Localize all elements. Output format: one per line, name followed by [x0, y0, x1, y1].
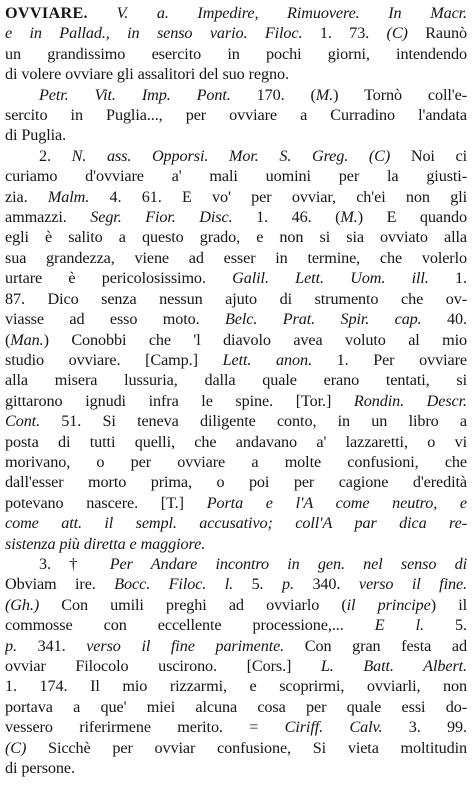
italic-text: Malm. [47, 187, 90, 206]
italic-text: E l. [374, 616, 424, 635]
roman-text: Raunò [407, 24, 467, 43]
italic-text: Segr. Fior. Disc. [90, 208, 233, 227]
roman-text: ammazzi. [5, 208, 91, 227]
roman-text: viasse ad esso moto. [5, 310, 225, 329]
roman-text: urtare è pericolosissimo. [5, 269, 233, 288]
italic-text: Ciriff. Calv. [284, 718, 383, 737]
text-line [5, 738, 467, 758]
roman-text: 5. [233, 575, 282, 594]
text-line [5, 717, 467, 737]
text-line [5, 472, 467, 492]
roman-text: 4. 61. E vo' per ovviar, ch'ei non gli [89, 187, 467, 206]
roman-text: 1. 46. ( [232, 208, 341, 227]
text-line [5, 370, 467, 390]
text-line [5, 534, 467, 554]
roman-text: egli è salito a questo grado, e non si sia ovviato alla [5, 228, 467, 247]
text-line [5, 227, 467, 247]
text-line [5, 309, 467, 329]
italic-text: p. [5, 636, 17, 655]
italic-text: N. ass. Opporsi. Mor. S. Greg. (C) [71, 146, 391, 165]
roman-text: Con gran festa ad [284, 636, 467, 655]
italic-text: Petr. Vit. Imp. Pont. [39, 85, 231, 104]
roman-text: posta di tutti quelli, che andavano a' lazzaretti, o vi [5, 432, 467, 451]
text-line [5, 85, 467, 105]
text-line [5, 248, 467, 268]
roman-text: commosse con eccellente processione,... [5, 616, 375, 635]
text-line [5, 411, 467, 431]
italic-text: Man. [10, 330, 44, 349]
text-line [5, 493, 467, 513]
text-line [5, 513, 467, 533]
roman-text: 340. [293, 575, 359, 594]
text-line [5, 268, 467, 288]
text-line [5, 595, 467, 615]
text-line [5, 391, 467, 411]
italic-text: sistenza più diretta e maggiore. [5, 534, 206, 553]
roman-text: ovviar Filocolo uscirono. [Cors.] [5, 657, 321, 675]
roman-text: potevano nascere. [T.] [5, 493, 207, 512]
text-line [5, 64, 467, 84]
text-line [5, 676, 467, 696]
italic-text: il principe [346, 595, 431, 614]
roman-text: Sicchè per ovviar confusione, Si vieta moltitudin [26, 738, 467, 757]
italic-text: Cont. [5, 412, 41, 431]
roman-text [88, 4, 117, 22]
text-line [5, 146, 467, 166]
roman-text: di Puglia. [5, 126, 67, 145]
italic-text: p. [282, 575, 294, 594]
roman-text: di persone. [5, 759, 75, 778]
italic-text: verso il fine parimente. [86, 636, 285, 655]
text-line [5, 125, 467, 145]
text-line [5, 432, 467, 452]
italic-text: M. [340, 208, 358, 227]
roman-text: 87. Dico senza nessun ajuto di strumento che ov- [5, 289, 467, 308]
italic-text: (C) [386, 24, 408, 43]
roman-text: vessero riferirmene merito. = [5, 718, 285, 737]
italic-text: verso il fine. [358, 575, 467, 594]
italic-text: Per Andare incontro in gen. nel senso di [109, 554, 467, 573]
roman-text: ) Conobbi che 'l diavolo avea voluto al mio [43, 330, 467, 349]
roman-text: di volere ovviare gli assalitori del suo regno. [5, 65, 289, 84]
roman-text: 2. [39, 146, 72, 165]
roman-text: 1. 174. Il mio rizzarmi, e scoprirmi, ovviarli, non [5, 677, 467, 696]
headword: OVVIARE. [5, 4, 88, 22]
text-line [5, 187, 467, 207]
italic-text: M. [315, 85, 334, 104]
italic-text: Rondin. Descr. [353, 391, 467, 410]
text-line [5, 44, 467, 64]
roman-text: morivano, o per ovviare a molte confusioni, che [5, 452, 467, 471]
text-line [5, 452, 467, 472]
text-line [5, 554, 467, 574]
roman-text: ( [5, 330, 11, 349]
italic-text: Galil. Lett. Uom. ill. [232, 269, 429, 288]
italic-text: Belc. Prat. Spir. cap. [225, 310, 422, 329]
roman-text: Con umili preghi ad ovviarlo ( [39, 595, 347, 614]
italic-text: e in Pallad., in senso vario. Filoc. [5, 24, 303, 43]
roman-text: sercito in Puglia..., per ovviare a Curradino l'andata [5, 106, 467, 125]
roman-text: sua grandezza, viene ad esser in termine, che volerlo [5, 248, 467, 267]
text-line [5, 758, 467, 778]
roman-text: 1. [428, 269, 467, 288]
roman-text: gittarono ignudi infra le spine. [Tor.] [5, 391, 354, 410]
roman-text: portava a que' miei alcuna cosa per quale essi do- [5, 697, 467, 716]
roman-text: 51. Si teneva diligente conto, in un libro a [40, 412, 467, 431]
roman-text: zia. [5, 187, 48, 206]
roman-text: 5. [423, 616, 467, 635]
roman-text: studio ovviare. [Camp.] [5, 350, 223, 369]
roman-text: dall'esser morto prima, o poi per cagione d'eredità [5, 473, 467, 492]
italic-text: come att. il sempl. accusativo; coll'A par dica re- [5, 514, 467, 533]
text-line [5, 697, 467, 717]
italic-text: Lett. anon. [222, 350, 312, 369]
text-line [5, 105, 467, 125]
roman-text: 341. [16, 636, 87, 655]
roman-text: 1. 73. [302, 24, 387, 43]
text-line [5, 350, 467, 370]
roman-text: 3. † [39, 554, 110, 573]
roman-text: curiamo d'ovviare a' mali uomini per la giusti- [5, 167, 467, 186]
roman-text: Noi ci [390, 146, 467, 165]
roman-text: ) Tornò coll'e- [333, 85, 467, 104]
text-line [5, 615, 467, 635]
text-line [5, 636, 467, 656]
italic-text: Porta e l'A come neutro, e [206, 493, 467, 512]
text-line [5, 574, 467, 594]
text-line [5, 3, 467, 23]
roman-text: un grandissimo esercito in pochi giorni, intendendo [5, 44, 467, 63]
text-line [5, 166, 467, 186]
italic-text: (Gh.) [5, 595, 40, 614]
text-line [5, 330, 467, 350]
italic-text: V. a. Impedire, Rimuovere. In Macr. [116, 4, 467, 22]
text-line [5, 207, 467, 227]
text-line [5, 656, 467, 676]
roman-text: ) il [430, 595, 467, 614]
roman-text: 170. ( [230, 85, 316, 104]
italic-text: L. Batt. Albert. [320, 657, 467, 675]
text-line [5, 289, 467, 309]
roman-text: 1. Per ovviare [311, 350, 467, 369]
italic-text: Bocc. Filoc. l. [114, 575, 234, 594]
text-line [5, 23, 467, 43]
roman-text: ) E quando [357, 208, 467, 227]
roman-text: 3. 99. [382, 718, 467, 737]
italic-text: (C) [5, 738, 27, 757]
roman-text: Obviam ire. [5, 575, 115, 594]
roman-text: alla misera lussuria, dalla quale erano tentati, si [5, 371, 467, 390]
roman-text: 40. [421, 310, 467, 329]
